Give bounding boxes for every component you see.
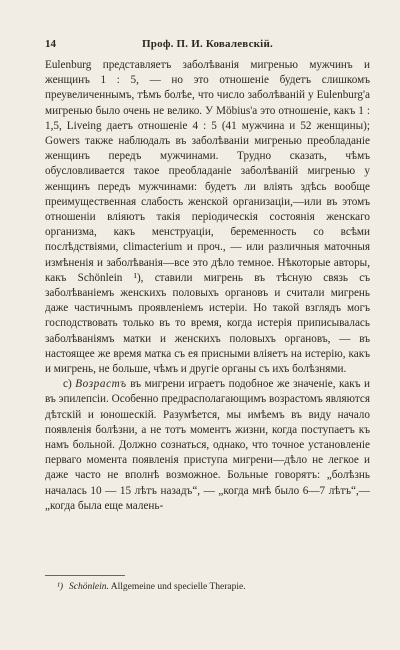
paragraph-1: Eulenburg представляетъ заболѣванія мигренью мужчинъ и женщинъ 1 : 5, — но это отношеніе будетъ слишкомъ преувеличеннымъ, тѣмъ болѣе, что число заболѣваній у Eulenburg'а мигренью было очень не велико. У Möbius'а это отношеніе, какъ 1 : 1,5, Liveing даетъ отношеніе 4 : 5 (41 мужчина и 52 женщины); Gowers также наблюдалъ въ заболѣваніи мигренью преобладаніе женщинъ передъ мужчинами. Трудно сказать, чѣмъ обусловливается такое преобладаніе заболѣваній мигренью у женщинъ передъ мужчинами: будетъ ли вліять здѣсь вообще преимущественная слабость женской организаціи,—или въ этомъ отношеніи вліяютъ такія періодическія состоянія женскаго организма, какъ менструаціи, беременность со всѣми послѣдствіями, climacterium и проч., — или различныя маточныя измѣненія и заболѣванія—все это дѣло темное. Нѣкоторые авторы, какъ Schönlein ¹), ставили мигрень въ тѣсную связь съ заболѣваніемъ женскихъ половыхъ органовъ и считали мигрень даже частичнымъ проявленіемъ истеріи. Но такой взглядъ могъ господствовать только въ то время, когда истерія приписывалась заболѣваніямъ матки и женскихъ половыхъ органовъ, — въ настоящее же время матка съ ея присными вліяетъ на истерію, какъ и мигрень, не больше, чѣмъ и другіе органы съ ихъ болѣзнями. [45, 59, 370, 376]
paragraph-2-text: въ мигрени играетъ подобное же значеніе, какъ и въ эпилепсіи. Особенно предрасполагающимъ возрастомъ являются дѣтскій и юношескій. Разумѣется, мы имѣемъ въ виду начало появленія болѣзни, а не тотъ моментъ жизни, когда поступаетъ къ намъ больной. Должно сознаться, однако, что точное установленіе перваго момента появленія приступа мигрени—дѣло не легкое и даже часто не вполнѣ возможное. Больные говорятъ: „болѣзнь началась 10 — 15 лѣтъ назадъ“, — „когда мнѣ было 6—7 лѣтъ“,—„когда была еще малень- [45, 378, 370, 512]
paragraph-2 [45, 377, 370, 514]
footnote-text: Allgemeine und specielle Therapie. [108, 582, 246, 592]
page-number: 14 [45, 38, 56, 50]
footnote-author: Schönlein. [69, 582, 109, 592]
footnote-mark: ¹) [57, 582, 64, 592]
paragraph-2-label: c) [63, 378, 72, 391]
body-text [45, 58, 370, 514]
page-header [45, 38, 370, 56]
paragraph-2-emphasis: Возрастъ [75, 378, 127, 391]
footnote-rule [45, 575, 125, 576]
running-head: Проф. П. И. Ковалевскій. [142, 38, 273, 50]
footnote [57, 581, 246, 593]
